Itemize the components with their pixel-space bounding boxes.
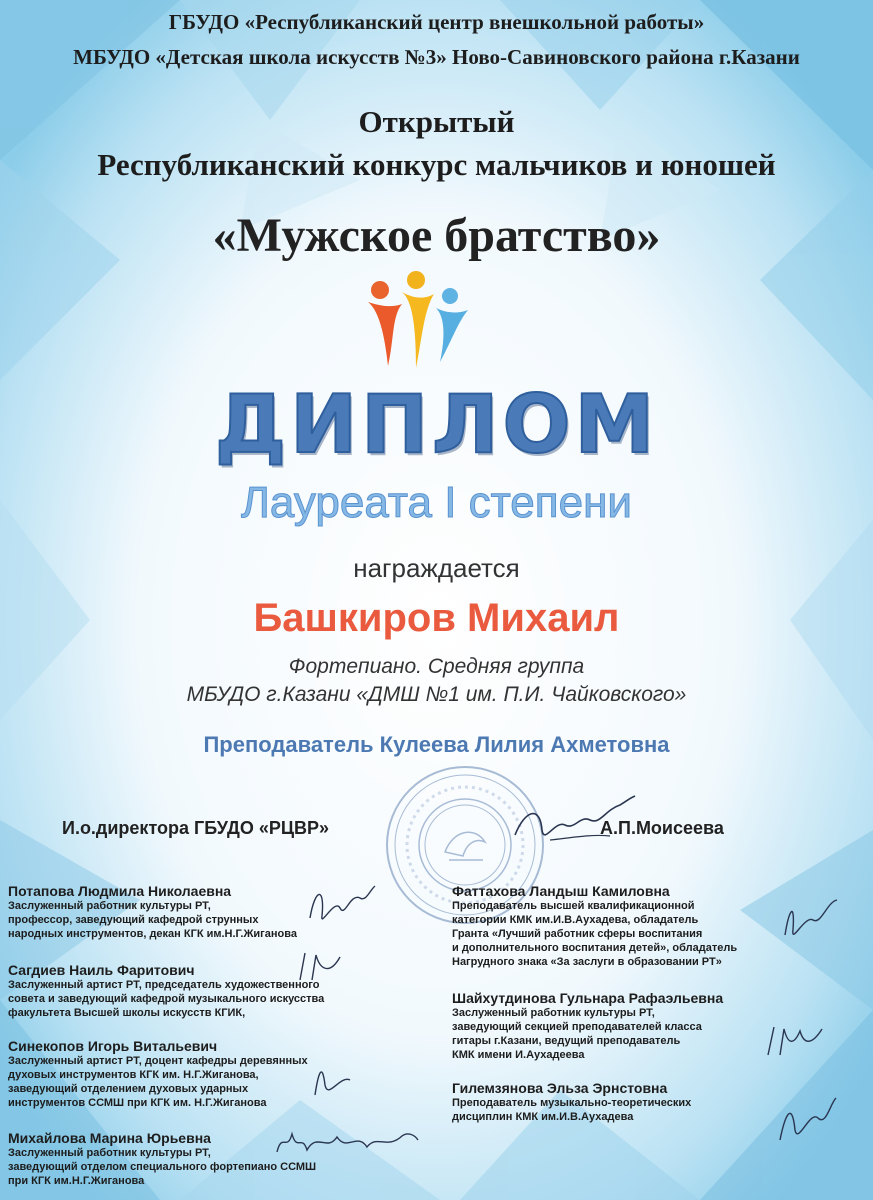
jury-name: Гилемзянова Эльза Эрнстовна	[452, 1080, 668, 1096]
jury-member-gilemzyanova	[452, 1080, 691, 1124]
jury-signature-icon	[300, 878, 380, 938]
jury-signature-icon	[760, 1015, 830, 1065]
jury-desc-line: совета и заведующий кафедрой музыкального искусства	[8, 993, 325, 1005]
contest-logo-icon	[358, 270, 478, 370]
contest-title-line-1: Открытый	[358, 104, 515, 139]
director-signature-icon	[510, 790, 640, 860]
jury-member-shaikhutdinova	[452, 990, 723, 1062]
jury-desc-line: при КГК им.Н.Г.Жиганова	[8, 1175, 145, 1187]
jury-description	[8, 899, 297, 941]
jury-desc-line: Заслуженный артист РТ, доцент кафедры деревянных	[8, 1055, 308, 1067]
jury-desc-line: категории КМК им.И.В.Аухадева, обладатель	[452, 914, 699, 926]
jury-desc-line: заведующий отделом специального фортепиано ССМШ	[8, 1161, 317, 1173]
jury-member-sinekopov	[8, 1038, 308, 1110]
contest-title-line-2: Республиканский конкурс мальчиков и юношей	[97, 147, 776, 182]
jury-desc-line: Нагрудного знака «За заслуги в образовании РТ»	[452, 956, 722, 968]
jury-desc-line: Заслуженный работник культуры РТ,	[8, 1147, 211, 1159]
director-role: И.о.директора ГБУДО «РЦВР»	[62, 818, 330, 838]
jury-signature-icon	[272, 1122, 422, 1162]
jury-member-fattakhova	[452, 883, 737, 969]
jury-desc-line: Заслуженный артист РТ, председатель художественного	[8, 979, 320, 991]
jury-description	[452, 1006, 723, 1062]
jury-name: Сагдиев Наиль Фаритович	[8, 962, 195, 978]
jury-description	[452, 899, 737, 969]
jury-name: Фаттахова Ландыш Камиловна	[452, 883, 670, 899]
school: МБУДО г.Казани «ДМШ №1 им. П.И. Чайковского»	[186, 683, 687, 706]
jury-member-mikhailova	[8, 1130, 316, 1188]
jury-signature-icon	[300, 1055, 360, 1105]
diploma-title: ДИПЛОМ	[214, 378, 659, 471]
jury-name: Синекопов Игорь Витальевич	[8, 1038, 218, 1054]
jury-desc-line: Заслуженный работник культуры РТ,	[452, 1007, 655, 1019]
awarded-label: награждается	[353, 553, 520, 583]
jury-member-sagdiev	[8, 962, 324, 1020]
jury-desc-line: Гранта «Лучший работник сферы воспитания	[452, 928, 703, 940]
nomination: Фортепиано. Средняя группа	[288, 655, 585, 678]
organizer-line-1: ГБУДО «Республиканский центр внешкольной работы»	[168, 10, 705, 34]
laureate-degree: Лауреата I степени	[241, 478, 632, 527]
jury-desc-line: КМК имени И.Аухадеева	[452, 1049, 585, 1061]
director-name: А.П.Моисеева	[600, 818, 724, 838]
jury-signature-icon	[770, 1090, 840, 1150]
jury-desc-line: профессор, заведующий кафедрой струнных	[8, 914, 259, 926]
jury-desc-line: заведующий отделением духовых ударных	[8, 1083, 249, 1095]
teacher: Преподаватель Кулеева Лилия Ахметовна	[203, 732, 670, 757]
contest-name: «Мужское братство»	[212, 209, 661, 262]
jury-description	[8, 978, 324, 1020]
jury-desc-line: Преподаватель высшей квалификационной	[452, 900, 695, 912]
jury-desc-line: Заслуженный работник культуры РТ,	[8, 900, 211, 912]
jury-description	[8, 1146, 316, 1188]
organizer-line-2: МБУДО «Детская школа искусств №3» Ново-Савиновского района г.Казани	[73, 45, 800, 69]
jury-name: Потапова Людмила Николаевна	[8, 883, 232, 899]
jury-name: Михайлова Марина Юрьевна	[8, 1130, 211, 1146]
jury-desc-line: народных инструментов, декан КГК им.Н.Г.Жиганова	[8, 928, 297, 940]
jury-signature-icon	[290, 945, 350, 990]
jury-signature-icon	[775, 890, 845, 950]
jury-desc-line: духовых инструментов КГК им. Н.Г.Жиганова,	[8, 1069, 259, 1081]
jury-desc-line: инструментов ССМШ при КГК им. Н.Г.Жиганова	[8, 1097, 267, 1109]
recipient-name: Башкиров Михаил	[253, 596, 620, 640]
jury-desc-line: гитары г.Казани, ведущий преподаватель	[452, 1035, 681, 1047]
jury-desc-line: Преподаватель музыкально-теоретических	[452, 1097, 692, 1109]
jury-name: Шайхутдинова Гульнара Рафаэльевна	[452, 990, 724, 1006]
jury-desc-line: факультета Высшей школы искусств КГИК,	[8, 1007, 246, 1019]
jury-desc-line: и дополнительного воспитания детей», обладатель	[452, 942, 738, 954]
jury-description	[452, 1096, 691, 1124]
jury-description	[8, 1054, 308, 1110]
jury-desc-line: дисциплин КМК им.И.В.Аухадева	[452, 1111, 634, 1123]
jury-member-potapova	[8, 883, 297, 941]
jury-desc-line: заведующий секцией преподавателей класса	[452, 1021, 702, 1033]
